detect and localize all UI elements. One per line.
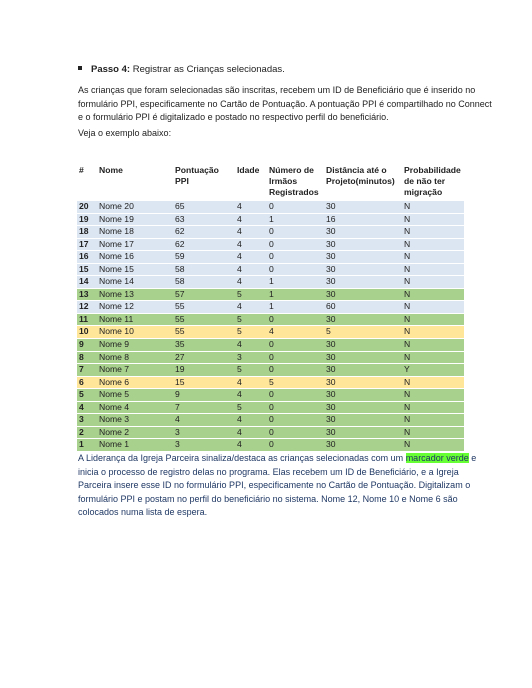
cell-siblings: 0 xyxy=(267,414,324,427)
cell-siblings: 0 xyxy=(267,238,324,251)
cell-probability: N xyxy=(402,376,464,389)
cell-siblings: 1 xyxy=(267,276,324,289)
cell-probability: N xyxy=(402,276,464,289)
cell-probability: Y xyxy=(402,364,464,377)
cell-siblings: 1 xyxy=(267,301,324,314)
cell-age: 4 xyxy=(235,251,267,264)
cell-siblings: 0 xyxy=(267,226,324,239)
cell-siblings: 0 xyxy=(267,339,324,352)
cell-age: 4 xyxy=(235,226,267,239)
cell-probability: N xyxy=(402,401,464,414)
cell-name: Nome 1 xyxy=(97,439,173,452)
cell-number: 19 xyxy=(77,213,97,226)
cell-distance: 5 xyxy=(324,326,402,339)
table-row xyxy=(77,213,464,226)
cell-number: 14 xyxy=(77,276,97,289)
cell-number: 10 xyxy=(77,326,97,339)
paragraph-leadership-start: A Liderança da Igreja Parceira sinaliza/destaca as crianças selecionadas com um xyxy=(78,453,406,463)
cell-age: 4 xyxy=(235,276,267,289)
header-age: Idade xyxy=(237,165,260,175)
ppi-table xyxy=(77,165,464,452)
cell-siblings: 0 xyxy=(267,313,324,326)
cell-distance: 60 xyxy=(324,301,402,314)
cell-distance: 30 xyxy=(324,389,402,402)
cell-ppi-score: 55 xyxy=(173,301,235,314)
cell-distance: 30 xyxy=(324,339,402,352)
cell-probability: N xyxy=(402,213,464,226)
cell-age: 4 xyxy=(235,213,267,226)
cell-probability: N xyxy=(402,414,464,427)
cell-ppi-score: 7 xyxy=(173,401,235,414)
paragraph-leadership-end: e inicia o processo de registro delas no programa. Elas recebem um ID de Beneficiário, e a Igreja Parceira insere esse ID no formulário PPI, especificamente no Cartão de Pontuação. Digitalizam o formulário PPI e postam no perfil do beneficiário no sistema. Nome 12, Nome 10 e Nome 6 são colocados numa lista de espera. xyxy=(78,453,477,517)
cell-ppi-score: 4 xyxy=(173,414,235,427)
cell-number: 11 xyxy=(77,313,97,326)
cell-probability: N xyxy=(402,301,464,314)
cell-ppi-score: 57 xyxy=(173,288,235,301)
cell-ppi-score: 63 xyxy=(173,213,235,226)
table-row xyxy=(77,301,464,314)
cell-name: Nome 8 xyxy=(97,351,173,364)
cell-age: 5 xyxy=(235,401,267,414)
cell-age: 4 xyxy=(235,414,267,427)
cell-siblings: 0 xyxy=(267,263,324,276)
header-probability: Probabilidade de não ter migração xyxy=(404,165,461,197)
cell-ppi-score: 58 xyxy=(173,276,235,289)
cell-name: Nome 18 xyxy=(97,226,173,239)
cell-siblings: 4 xyxy=(267,326,324,339)
cell-name: Nome 2 xyxy=(97,426,173,439)
cell-probability: N xyxy=(402,339,464,352)
cell-probability: N xyxy=(402,238,464,251)
cell-name: Nome 10 xyxy=(97,326,173,339)
cell-ppi-score: 62 xyxy=(173,226,235,239)
cell-probability: N xyxy=(402,251,464,264)
cell-age: 4 xyxy=(235,339,267,352)
cell-number: 13 xyxy=(77,288,97,301)
cell-distance: 30 xyxy=(324,263,402,276)
table-row xyxy=(77,414,464,427)
cell-siblings: 1 xyxy=(267,288,324,301)
cell-probability: N xyxy=(402,263,464,276)
cell-distance: 30 xyxy=(324,251,402,264)
cell-name: Nome 11 xyxy=(97,313,173,326)
cell-distance: 30 xyxy=(324,364,402,377)
cell-distance: 30 xyxy=(324,414,402,427)
cell-distance: 16 xyxy=(324,213,402,226)
cell-age: 4 xyxy=(235,376,267,389)
green-marker-highlight: marcador verde xyxy=(405,453,469,463)
cell-name: Nome 12 xyxy=(97,301,173,314)
cell-probability: N xyxy=(402,389,464,402)
cell-probability: N xyxy=(402,326,464,339)
table-row xyxy=(77,251,464,264)
cell-name: Nome 20 xyxy=(97,201,173,213)
table-row xyxy=(77,288,464,301)
table-row xyxy=(77,351,464,364)
header-siblings: Número de Irmãos Registrados xyxy=(269,165,319,197)
table-row xyxy=(77,364,464,377)
cell-age: 3 xyxy=(235,351,267,364)
cell-number: 1 xyxy=(77,439,97,452)
cell-ppi-score: 62 xyxy=(173,238,235,251)
cell-distance: 30 xyxy=(324,401,402,414)
cell-siblings: 0 xyxy=(267,251,324,264)
cell-probability: N xyxy=(402,226,464,239)
cell-ppi-score: 9 xyxy=(173,389,235,402)
cell-probability: N xyxy=(402,439,464,452)
header-number: # xyxy=(79,165,84,175)
cell-age: 4 xyxy=(235,426,267,439)
step-text: Registrar as Crianças selecionadas. xyxy=(130,64,285,75)
paragraph-example: Veja o exemplo abaixo: xyxy=(78,128,172,138)
table-row xyxy=(77,201,464,213)
cell-age: 4 xyxy=(235,301,267,314)
cell-siblings: 0 xyxy=(267,351,324,364)
paragraph-leadership xyxy=(78,452,490,520)
cell-name: Nome 15 xyxy=(97,263,173,276)
cell-name: Nome 3 xyxy=(97,414,173,427)
cell-siblings: 0 xyxy=(267,401,324,414)
cell-siblings: 0 xyxy=(267,201,324,213)
cell-ppi-score: 55 xyxy=(173,326,235,339)
cell-siblings: 0 xyxy=(267,439,324,452)
table-row xyxy=(77,238,464,251)
cell-siblings: 5 xyxy=(267,376,324,389)
table-header-row xyxy=(77,165,464,201)
header-ppi-score: Pontuação PPI xyxy=(175,165,219,186)
cell-distance: 30 xyxy=(324,201,402,213)
table-row xyxy=(77,276,464,289)
cell-distance: 30 xyxy=(324,288,402,301)
cell-name: Nome 9 xyxy=(97,339,173,352)
cell-age: 4 xyxy=(235,201,267,213)
cell-probability: N xyxy=(402,426,464,439)
cell-number: 16 xyxy=(77,251,97,264)
cell-age: 4 xyxy=(235,238,267,251)
cell-ppi-score: 3 xyxy=(173,439,235,452)
cell-number: 4 xyxy=(77,401,97,414)
cell-age: 4 xyxy=(235,439,267,452)
cell-number: 8 xyxy=(77,351,97,364)
table-row xyxy=(77,376,464,389)
header-name: Nome xyxy=(99,165,123,175)
cell-ppi-score: 55 xyxy=(173,313,235,326)
table-row xyxy=(77,313,464,326)
cell-name: Nome 5 xyxy=(97,389,173,402)
cell-ppi-score: 65 xyxy=(173,201,235,213)
cell-name: Nome 4 xyxy=(97,401,173,414)
table-row xyxy=(77,263,464,276)
cell-name: Nome 13 xyxy=(97,288,173,301)
cell-distance: 30 xyxy=(324,238,402,251)
step-heading xyxy=(78,63,285,76)
cell-ppi-score: 27 xyxy=(173,351,235,364)
cell-distance: 30 xyxy=(324,426,402,439)
cell-distance: 30 xyxy=(324,376,402,389)
cell-distance: 30 xyxy=(324,313,402,326)
cell-name: Nome 6 xyxy=(97,376,173,389)
cell-ppi-score: 59 xyxy=(173,251,235,264)
cell-distance: 30 xyxy=(324,226,402,239)
cell-probability: N xyxy=(402,201,464,213)
cell-ppi-score: 35 xyxy=(173,339,235,352)
header-distance: Distância até o Projeto(minutos) xyxy=(326,165,395,186)
cell-age: 5 xyxy=(235,364,267,377)
cell-name: Nome 14 xyxy=(97,276,173,289)
table-row xyxy=(77,389,464,402)
cell-number: 20 xyxy=(77,201,97,213)
cell-age: 5 xyxy=(235,326,267,339)
cell-probability: N xyxy=(402,288,464,301)
bullet-icon xyxy=(78,66,82,70)
cell-ppi-score: 3 xyxy=(173,426,235,439)
cell-age: 5 xyxy=(235,288,267,301)
cell-number: 5 xyxy=(77,389,97,402)
table-row xyxy=(77,326,464,339)
cell-age: 4 xyxy=(235,263,267,276)
cell-siblings: 0 xyxy=(267,389,324,402)
cell-number: 12 xyxy=(77,301,97,314)
cell-distance: 30 xyxy=(324,276,402,289)
cell-siblings: 1 xyxy=(267,213,324,226)
cell-distance: 30 xyxy=(324,439,402,452)
cell-age: 5 xyxy=(235,313,267,326)
cell-siblings: 0 xyxy=(267,426,324,439)
table-row xyxy=(77,439,464,452)
cell-age: 4 xyxy=(235,389,267,402)
cell-number: 15 xyxy=(77,263,97,276)
cell-probability: N xyxy=(402,351,464,364)
cell-number: 2 xyxy=(77,426,97,439)
cell-probability: N xyxy=(402,313,464,326)
cell-name: Nome 19 xyxy=(97,213,173,226)
paragraph-registration: As crianças que foram selecionadas são inscritas, recebem um ID de Beneficiário que é inserido no formulário PPI, especificamente no Cartão de Pontuação. A pontuação PPI é compartilhado no Connect e o formulário PPI é digitalizado e postado no respectivo perfil do beneficiário. xyxy=(78,85,492,122)
cell-ppi-score: 19 xyxy=(173,364,235,377)
cell-name: Nome 17 xyxy=(97,238,173,251)
table-row xyxy=(77,339,464,352)
cell-number: 9 xyxy=(77,339,97,352)
cell-name: Nome 7 xyxy=(97,364,173,377)
cell-name: Nome 16 xyxy=(97,251,173,264)
table-row xyxy=(77,226,464,239)
cell-number: 6 xyxy=(77,376,97,389)
cell-number: 17 xyxy=(77,238,97,251)
cell-distance: 30 xyxy=(324,351,402,364)
cell-ppi-score: 15 xyxy=(173,376,235,389)
cell-number: 7 xyxy=(77,364,97,377)
table-row xyxy=(77,426,464,439)
table-body xyxy=(77,201,464,451)
step-label: Passo 4: xyxy=(91,64,131,75)
cell-number: 18 xyxy=(77,226,97,239)
table-row xyxy=(77,401,464,414)
cell-siblings: 0 xyxy=(267,364,324,377)
cell-number: 3 xyxy=(77,414,97,427)
cell-ppi-score: 58 xyxy=(173,263,235,276)
